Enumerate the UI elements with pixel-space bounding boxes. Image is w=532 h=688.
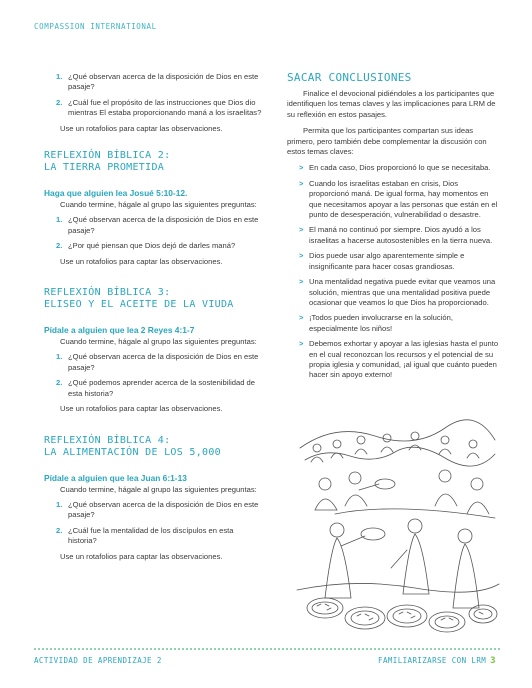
instruction-text: Cuando termine, hágale al grupo las siguientes preguntas:	[60, 484, 257, 494]
list-item: 1. ¿Qué observan acerca de la disposición de Dios en este pasaje?	[56, 215, 259, 235]
instruction-text: Cuando termine, hágale al grupo las siguientes preguntas:	[60, 337, 257, 347]
section-title: LA TIERRA PROMETIDA	[44, 162, 165, 174]
list-item: > En cada caso, Dios proporcionó lo que se necesitaba.	[299, 163, 491, 173]
section-title: REFLEXIÓN BÍBLICA 2:	[44, 150, 171, 162]
list-item: > El maná no continuó por siempre. Dios ayudó a los israelitas a hacerse autosostenibles en la tierra nueva.	[299, 225, 493, 245]
list-item: > Una mentalidad negativa puede evitar que veamos una solución, mientras que una mentalidad positiva puede ocasionar que veamos lo que Dios ha proporcionado.	[299, 277, 496, 307]
list-item: 1. ¿Qué observan acerca de la disposición de Dios en este pasaje?	[56, 72, 259, 92]
conclusion-intro: Finalice el devocional pidiéndoles a los participantes que identifiquen los temas claves y las implicaciones para LRM de su reflexión en estos pasajes.	[287, 89, 496, 119]
reflection-2	[44, 150, 262, 267]
conclusion-instruction: Permita que los participantes compartan sus ideas primero, pero también debe complementar la discusión con estos temas claves:	[287, 126, 487, 157]
reading-instruction: Pídale a alguien que lea 2 Reyes 4:1-7	[44, 325, 195, 336]
reflection-4	[44, 435, 262, 562]
instruction-text: Cuando termine, hágale al grupo las siguientes preguntas:	[60, 200, 257, 210]
observation-note: Use un rotafolios para captar las observaciones.	[60, 256, 223, 266]
chevron-right-icon: >	[299, 163, 304, 173]
observation-note: Use un rotafolios para captar las observaciones.	[60, 123, 223, 133]
chevron-right-icon: >	[299, 178, 304, 188]
key-themes-list	[299, 163, 499, 380]
list-item: 1. ¿Qué observan acerca de la disposición de Dios en este pasaje?	[56, 352, 259, 372]
chevron-right-icon: >	[299, 339, 304, 349]
footer-divider	[34, 648, 500, 650]
question-list	[58, 500, 262, 547]
section-title: ELISEO Y EL ACEITE DE LA VIUDA	[44, 299, 234, 311]
observation-note: Use un rotafolios para captar las observaciones.	[60, 404, 223, 414]
chevron-right-icon: >	[299, 277, 304, 287]
section-title: REFLEXIÓN BÍBLICA 4:	[44, 434, 171, 446]
footer-activity-label: ACTIVIDAD DE APRENDIZAJE 2	[34, 656, 162, 665]
reading-instruction: Pídale a alguien que lea Juan 6:1-13	[44, 472, 187, 483]
list-item: 2. ¿Cuál fue la mentalidad de los discípulos en esta historia?	[56, 525, 234, 546]
list-item: 2. ¿Por qué piensan que Dios dejó de darles maná?	[56, 241, 236, 251]
feeding-crowd-illustration	[295, 418, 500, 640]
org-header: COMPASSION INTERNATIONAL	[34, 22, 157, 31]
chevron-right-icon: >	[299, 251, 304, 261]
section-title: LA ALIMENTACIÓN DE LOS 5,000	[44, 446, 221, 458]
section-title: REFLEXIÓN BÍBLICA 3:	[44, 287, 171, 299]
observation-note: Use un rotafolios para captar las observaciones.	[60, 551, 223, 561]
list-item: > Debemos exhortar y apoyar a las iglesias hasta el punto en el cual reconozcan los recursos y el potencial de su propia iglesia y comunidad, ¡al igual que cuánto pueden hacer sin apoyo externo!	[299, 339, 499, 380]
list-item: > ¡Todos pueden involucrarse en la solución, especialmente los niños!	[299, 313, 453, 333]
list-item: 1. ¿Qué observan acerca de la disposición de Dios en este pasaje?	[56, 499, 259, 520]
reflection-3	[44, 287, 262, 414]
list-item: 2. ¿Qué podemos aprender acerca de la sostenibilidad de esta historia?	[56, 378, 256, 398]
footer-section-label: FAMILIARIZARSE CON LRM	[378, 656, 487, 665]
question-list	[58, 215, 262, 251]
page-number: 3	[490, 656, 496, 666]
chevron-right-icon: >	[299, 313, 304, 323]
list-item: > Cuando los israelitas estaban en crisis, Dios proporcionó maná. De igual forma, hay momentos en que necesitamos apoyar a las personas que están en el punto de desesperación, vulnerabilidad o desastre.	[299, 178, 498, 220]
left-column	[44, 72, 262, 568]
footer-section	[378, 656, 496, 666]
section-title: SACAR CONCLUSIONES	[287, 71, 412, 84]
reading-instruction: Haga que alguien lea Josué 5:10-12.	[44, 188, 188, 199]
list-item: 2. ¿Cuál fue el propósito de las instrucciones que Dios dio mientras El estaba proporcionando maná a los israelitas?	[56, 97, 262, 118]
intro-question-list	[58, 72, 262, 119]
right-column	[287, 72, 499, 386]
question-list	[58, 352, 262, 399]
list-item: > Dios puede usar algo aparentemente simple e insignificante para hacer cosas grandiosas.	[299, 251, 465, 271]
chevron-right-icon: >	[299, 225, 304, 235]
